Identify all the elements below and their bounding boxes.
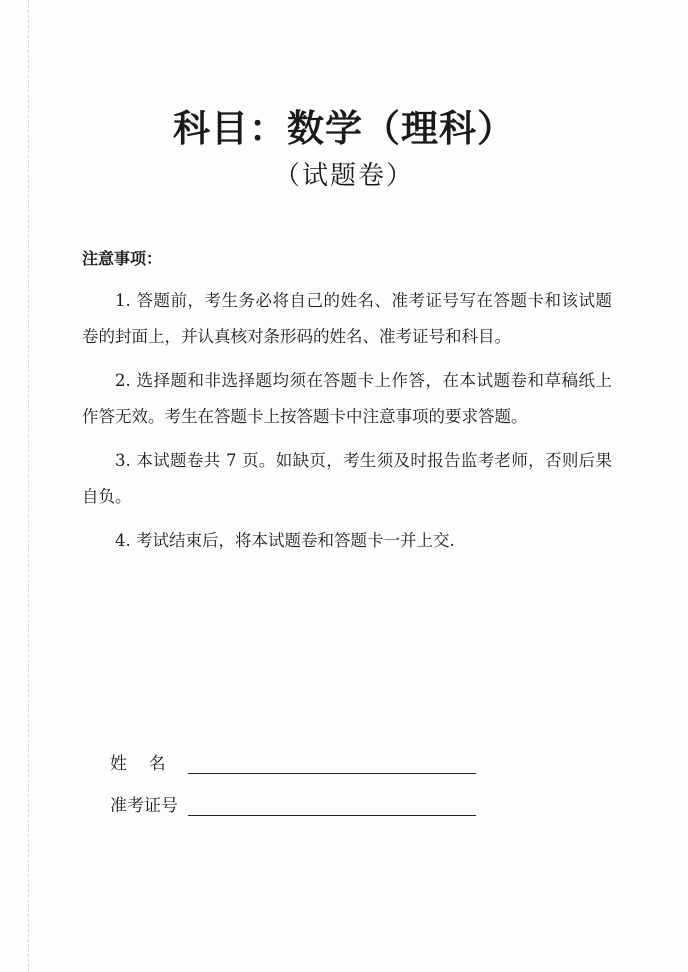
notice-item-4: 4. 考试结束后，将本试题卷和答题卡一并上交.: [115, 531, 455, 550]
notice-item-3: 3. 本试题卷共 7 页。如缺页，考生须及时报告监考老师，否则后果自负。: [82, 451, 612, 506]
name-field-row: [110, 746, 476, 774]
exam-id-field-row: [110, 788, 476, 816]
exam-id-blank-line[interactable]: [188, 795, 476, 816]
notice-heading: 注意事项：: [82, 249, 163, 268]
page-subtitle: （试题卷）: [273, 161, 414, 191]
notice-item-1: 1. 答题前，考生务必将自己的姓名、准考证号写在答题卡和该试题卷的封面上，并认真核对条形码的姓名、准考证号和科目。: [82, 291, 612, 346]
page-title: 科目：数学（理科）: [173, 107, 515, 150]
candidate-fields: [110, 746, 476, 830]
name-blank-line[interactable]: [188, 753, 476, 774]
notice-list: [82, 283, 612, 567]
exam-id-label: 准考证号: [110, 796, 178, 816]
notice-item-2: 2. 选择题和非选择题均须在答题卡上作答，在本试题卷和草稿纸上作答无效。考生在答题卡上按答题卡中注意事项的要求答题。: [82, 371, 612, 426]
name-label: 姓 名: [110, 754, 166, 774]
